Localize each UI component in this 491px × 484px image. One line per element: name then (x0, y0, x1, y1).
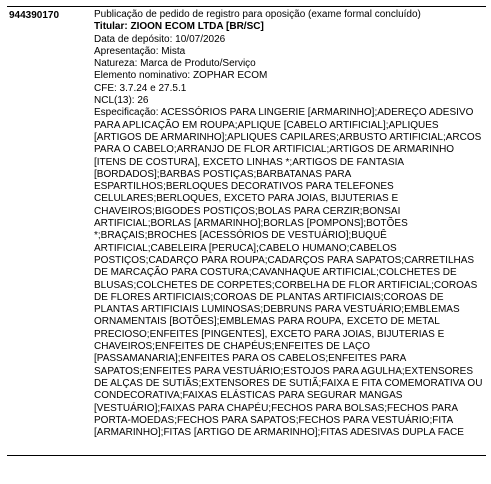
dispatch-text: Publicação de pedido de registro para oposição (exame formal concluído) (94, 9, 421, 20)
process-number: 944390170 (9, 10, 60, 21)
ncl-text: NCL(13): 26 (94, 95, 149, 107)
presentation-text: Apresentação: Mista (94, 45, 186, 57)
specification-text: Especificação: ACESSÓRIOS PARA LINGERIE [ARMARINHO];ADEREÇO ADESIVO PARA APLICAÇÃO EM ROUPA;APLIQUE [CABELO ARTIFICIAL];APLIQUES [ARTIGOS DE ARMARINHO];APLIQUES CAPILARES;ARBUSTO ARTIFICIAL;ARCOS PARA O CABELO;ARRANJO DE FLOR ARTIFICIAL;ARTIGOS DE ARMARINHO [ITENS DE COSTURA], EXCETO LINHAS *;ARTIGOS DE FANTASIA [BORDADOS];BARBAS POSTIÇAS;BARBATANAS PARA ESPARTILHOS;BERLOQUES DECORATIVOS PARA TELEFONES CELULARES;BERLOQUES, EXCETO PARA JOIAS, BIJUTERIAS E CHAVEIROS;BIGODES POSTIÇOS;BOLAS PARA CERZIR;BONSAI ARTIFICIAL;BORLAS [ARMARINHO];BORLAS [POMPONS];BOTÕES *;BRAÇAIS;BROCHES [ACESSÓRIOS DE VESTUÁRIO];BUQUÊ ARTIFICIAL;CABELEIRA [PERUCA];CABELO HUMANO;CABELOS POSTIÇOS;CADARÇO PARA ROUPA;CADARÇOS PARA SAPATOS;CARRETILHAS DE MARCAÇÃO PARA COSTURA;CAVANHAQUE ARTIFICIAL;COLCHETES DE BLUSAS;COLCHETES DE CORPETES;CORBELHA DE FLOR ARTIFICIAL;COROAS DE FLORES ARTIFICIAIS;COROAS DE PLANTAS ARTIFICIAIS;COROAS DE PLANTAS ARTIFICIAIS LUMINOSAS;DEBRUNS PARA VESTUÁRIO;EMBLEMAS ORNAMENTAIS [BOTÕES];EMBLEMAS PARA ROUPA, EXCETO DE METAL PRECIOSO;ENFEITES [PINGENTES], EXCETO PARA JOIAS, BIJUTERIAS E CHAVEIROS;ENFEITES DE CHAPÉUS;ENFEITES DE LAÇO [PASSAMANARIA];ENFEITES PARA OS CABELOS;ENFEITES PARA SAPATOS;ENFEITES PARA VESTUÁRIO;ESTOJOS PARA AGULHA;EXTENSORES DE ALÇAS DE SUTIÃS;EXTENSORES DE SUTIÃ;FAIXA E FITA COMEMORATIVA OU CONDECORATIVA;FAIXAS ELÁSTICAS PARA SEGURAR MANGAS [VESTUÁRIO];FAIXAS PARA CHAPÉU;FECHOS PARA BOLSAS;FECHOS PARA PORTA-MOEDAS;FECHOS PARA SAPATOS;FECHOS PARA VESTUÁRIO;FITA [ARMARINHO];FITAS [ARTIGO DE ARMARINHO];FITAS ADESIVAS DUPLA FACE (94, 107, 483, 439)
nature-text: Natureza: Marca de Produto/Serviço (94, 58, 256, 70)
record-details (94, 9, 484, 439)
bottom-divider (7, 455, 486, 456)
filing-date-text: Data de depósito: 10/07/2026 (94, 33, 226, 45)
top-divider (7, 6, 486, 7)
nominative-element-text: Elemento nominativo: ZOPHAR ECOM (94, 70, 268, 82)
cfe-text: CFE: 3.7.24 e 27.5.1 (94, 82, 187, 94)
holder-text: Titular: ZIOON ECOM LTDA [BR/SC] (94, 21, 264, 33)
